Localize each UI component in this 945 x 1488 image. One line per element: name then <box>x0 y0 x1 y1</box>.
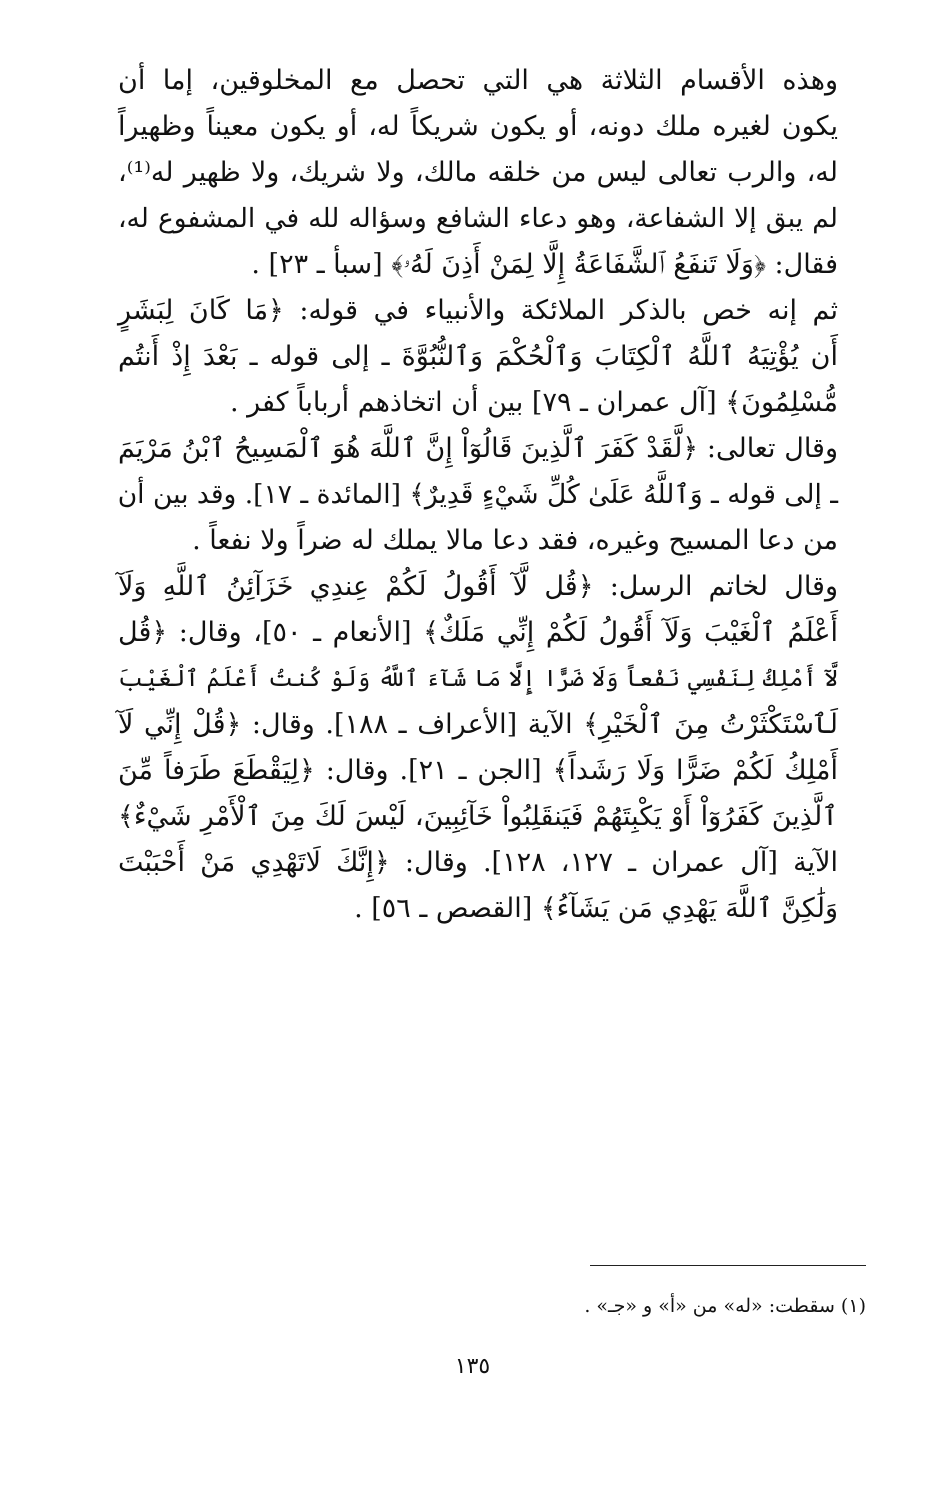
page-body <box>118 58 866 932</box>
text-line: ـ إلى قوله ـ وَٱللَّهُ عَلَىٰ كُلِّ شَيْءٍ قَدِيرٌ﴾ [المائدة ـ ١٧]. وقد بين أن <box>117 479 838 510</box>
text-line: لَّآ أَمْلِكُ لِنَفْسِي نَفْعاً وَلَا ضَرًّا إِلَّا مَا شَآءَ ٱللَّهُ وَلَوْ كُنتُ أَعْلَمُ ٱلْغَيْبَ <box>118 666 838 692</box>
text-line: أَمْلِكُ لَكُمْ ضَرًّا وَلَا رَشَداً﴾ [الجن ـ ٢١]. وقال: ﴿لِيَقْطَعَ طَرَفاً مِّنَ <box>118 755 838 786</box>
paragraph-4 <box>118 564 866 932</box>
text-line: وقال تعالى: ﴿لَّقَدْ كَفَرَ ٱلَّذِينَ قَالُوٓاْ إِنَّ ٱللَّهَ هُوَ ٱلْمَسِيحُ ٱبْنُ مَرْيَمَ <box>118 433 838 464</box>
footnote: (١) سقطت: «له» من «أ» و «جـ» . <box>584 1295 866 1317</box>
text-line: ثم إنه خص بالذكر الملائكة والأنبياء في قوله: ﴿مَا كَانَ لِبَشَرٍ <box>118 295 838 326</box>
text-line: من دعا المسيح وغيره، فقد دعا مالا يملك له ضراً ولا نفعاً . <box>192 525 838 556</box>
text-line: أَعْلَمُ ٱلْغَيْبَ وَلَآ أَقُولُ لَكُمْ إِنِّي مَلَكٌ﴾ [الأنعام ـ ٥٠]، وقال: ﴿قُل <box>118 617 838 648</box>
text-line: الآية [آل عمران ـ ١٢٧، ١٢٨]. وقال: ﴿إِنَّكَ لَاتَهْدِي مَنْ أَحْبَبْتَ <box>118 847 838 878</box>
paragraph-1 <box>118 58 866 288</box>
text-line: لم يبق إلا الشفاعة، وهو دعاء الشافع وسؤاله لله في المشفوع له، <box>118 203 838 234</box>
text-line: ٱلَّذِينَ كَفَرُوٓاْ أَوْ يَكْبِتَهُمْ فَيَنقَلِبُواْ خَآئِبِينَ، لَيْسَ لَكَ مِنَ ٱلْأَمْرِ شَيْءٌ﴾ <box>118 801 838 832</box>
paragraph-2 <box>118 288 866 426</box>
text-line: لَٱسْتَكْثَرْتُ مِنَ ٱلْخَيْرِ﴾ الآية [الأعراف ـ ١٨٨]. وقال: ﴿قُلْ إِنِّي لَآ <box>118 709 838 740</box>
text-line: فقال: ﴿وَلَا تَنفَعُ ٱلشَّفَاعَةُ إِلَّا لِمَنْ أَذِنَ لَهُۥ﴾ [سبأ ـ ٢٣] . <box>251 249 838 280</box>
text-line: وهذه الأقسام الثلاثة هي التي تحصل مع المخلوقين، إما أن <box>118 65 838 96</box>
text-line: مُّسْلِمُونَ﴾ [آل عمران ـ ٧٩] بين أن اتخاذهم أرباباً كفر . <box>229 387 838 418</box>
text-line: له، والرب تعالى ليس من خلقه مالك، ولا شريك، ولا ظهير له⁽¹⁾، <box>118 157 838 188</box>
text-line: وقال لخاتم الرسل: ﴿قُل لَّآ أَقُولُ لَكُمْ عِندِي خَزَآئِنُ ٱللَّهِ وَلَآ <box>118 571 838 602</box>
text-line: أَن يُؤْتِيَهُ ٱللَّهُ ٱلْكِتَابَ وَٱلْحُكْمَ وَٱلنُّبُوَّةَ ـ إلى قوله ـ بَعْدَ إِذْ أَنتُم <box>118 341 838 372</box>
footnote-divider <box>590 1265 866 1266</box>
paragraph-3 <box>118 426 866 564</box>
text-line: وَلَٰكِنَّ ٱللَّهَ يَهْدِي مَن يَشَآءُ﴾ [القصص ـ ٥٦] . <box>354 893 838 924</box>
text-line: يكون لغيره ملك دونه، أو يكون شريكاً له، أو يكون معيناً وظهيراً <box>118 111 838 142</box>
page-number: ١٣٥ <box>454 1354 491 1379</box>
